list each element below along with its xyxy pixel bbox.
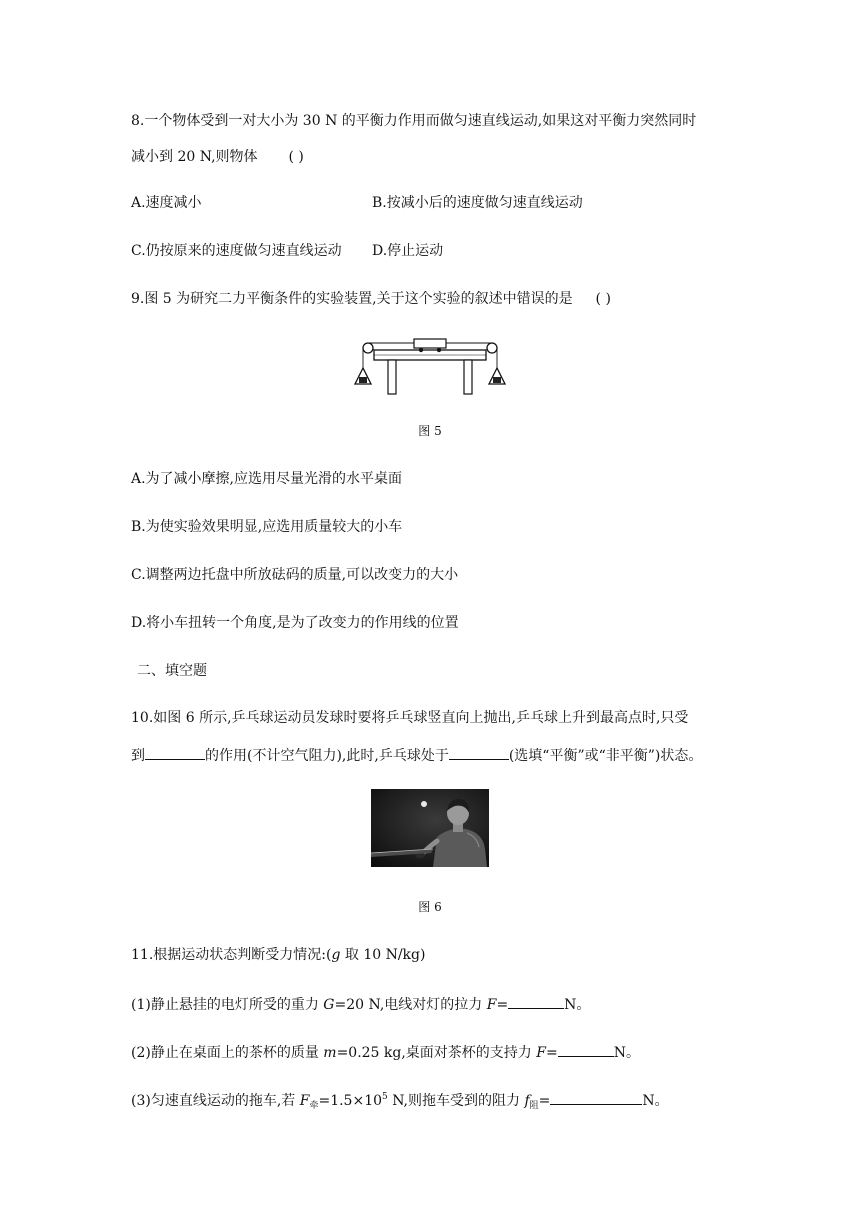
q11-p3-subscript-2: 阻 <box>529 1101 539 1111</box>
q11-p3-text-a: (3)匀速直线运动的拖车,若 <box>131 1093 300 1109</box>
figure-5-caption: 图 5 <box>418 424 442 438</box>
q11-p1-var-G: G <box>323 997 335 1013</box>
q11-part-3 <box>131 1089 669 1113</box>
q9-stem <box>131 289 611 309</box>
q9-option-b: B.为使实验效果明显,应选用质量较大的小车 <box>131 519 403 535</box>
figure-6-caption: 图 6 <box>418 900 442 914</box>
q8-stem-line1: 8.一个物体受到一对大小为 30 N 的平衡力作用而做匀速直线运动,如果这对平衡力突然同时 <box>131 113 697 129</box>
q11-stem-a: 11.根据运动状态判断受力情况:( <box>131 947 332 963</box>
q11-p3-text-b: =1.5×10 <box>318 1093 383 1109</box>
q11-p2-text-b: =0.25 kg,桌面对茶杯的支持力 <box>336 1045 537 1061</box>
q11-p3-eq: = <box>538 1093 551 1109</box>
q10-blank-1[interactable] <box>145 744 205 760</box>
q9-option-c: C.调整两边托盘中所放砝码的质量,可以改变力的大小 <box>131 567 459 583</box>
q9-option-d: D.将小车扭转一个角度,是为了改变力的作用线的位置 <box>131 615 459 631</box>
q11-p2-text-a: (2)静止在桌面上的茶杯的质量 <box>131 1045 324 1061</box>
q11-p1-var-F: F <box>486 997 497 1013</box>
q10-text-c: (选填“平衡”或“非平衡”)状态。 <box>508 748 703 764</box>
q11-p1-text-a: (1)静止悬挂的电灯所受的重力 <box>131 997 324 1013</box>
q11-p1-blank[interactable] <box>508 993 564 1009</box>
q11-var-g: g <box>331 947 341 963</box>
q10-text-b: 的作用(不计空气阻力),此时,乒乓球处于 <box>205 748 449 764</box>
q8-option-c: C.仍按原来的速度做匀速直线运动 <box>131 243 342 259</box>
q11-p1-unit: N。 <box>564 997 591 1013</box>
q8-answer-paren: ( ) <box>288 149 304 165</box>
q10-stem-line1: 10.如图 6 所示,乒乓球运动员发球时要将乒乓球竖直向上抛出,乒乓球上升到最高点时,只受 <box>131 710 689 726</box>
figure-5-apparatus <box>354 330 506 396</box>
q11-stem-b: 取 10 N/kg) <box>340 947 426 963</box>
q11-p2-eq: = <box>545 1045 558 1061</box>
q11-p3-unit: N。 <box>642 1093 669 1109</box>
q9-option-a: A.为了减小摩擦,应选用尽量光滑的水平桌面 <box>131 471 403 487</box>
q11-p3-blank[interactable] <box>550 1089 642 1105</box>
q11-p3-var-F: F <box>299 1093 310 1109</box>
figure-6-photo <box>371 789 489 867</box>
q11-p1-eq: = <box>496 997 509 1013</box>
q11-p3-var-f: f <box>524 1093 530 1109</box>
q11-p1-text-b: =20 N,电线对灯的拉力 <box>334 997 487 1013</box>
q11-p2-var-m: m <box>323 1045 337 1061</box>
q11-p3-text-c: N,则拖车受到的阻力 <box>387 1093 525 1109</box>
q11-part-1 <box>131 993 590 1015</box>
q8-stem-line2 <box>131 147 304 167</box>
q8-option-d: D.停止运动 <box>372 243 444 259</box>
q11-part-2 <box>131 1041 640 1063</box>
q11-p3-superscript: 5 <box>382 1092 388 1102</box>
q10-blank-2[interactable] <box>449 744 509 760</box>
q9-stem-text: 9.图 5 为研究二力平衡条件的实验装置,关于这个实验的叙述中错误的是 <box>131 291 573 307</box>
q11-p3-subscript-1: 牵 <box>309 1101 319 1111</box>
q10-text-a: 到 <box>131 748 145 764</box>
q8-option-b: B.按减小后的速度做匀速直线运动 <box>372 195 583 211</box>
q10-stem-line2 <box>131 744 702 766</box>
q11-p2-blank[interactable] <box>558 1041 614 1057</box>
q11-p2-unit: N。 <box>613 1045 640 1061</box>
q11-p2-var-F: F <box>536 1045 546 1061</box>
q8-stem-text: 减小到 20 N,则物体 <box>131 149 258 165</box>
section-title: 二、填空题 <box>137 663 207 679</box>
q11-stem <box>131 945 425 965</box>
q8-option-a: A.速度减小 <box>131 195 202 211</box>
q9-answer-paren: ( ) <box>595 291 611 307</box>
